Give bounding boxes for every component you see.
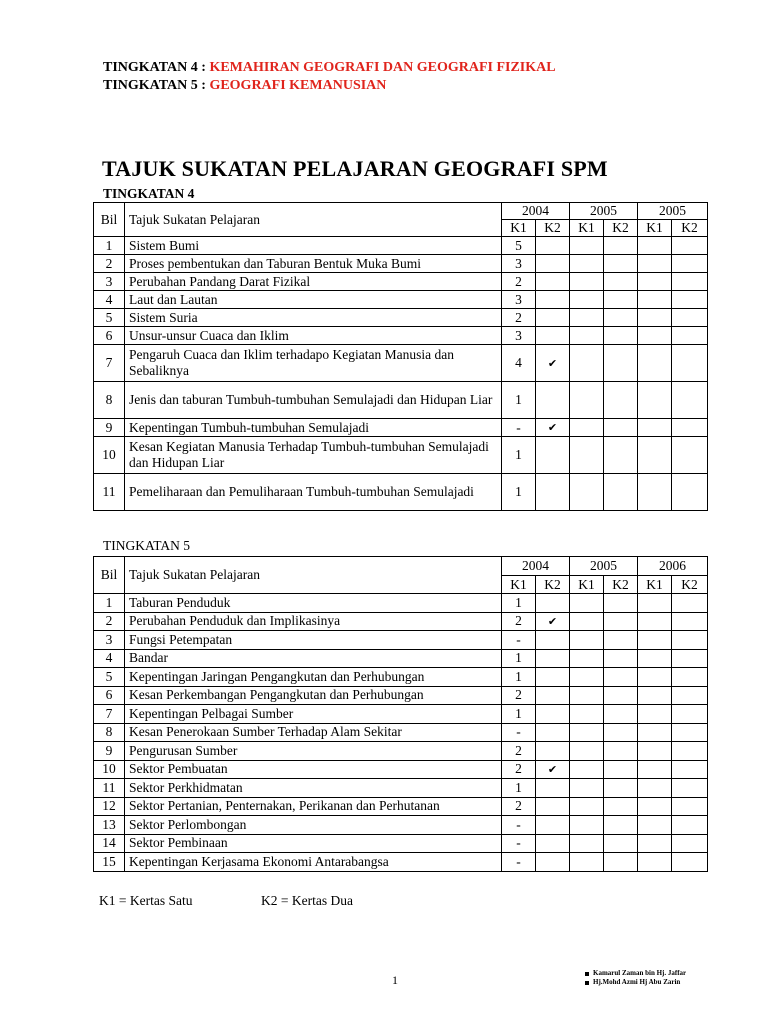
empty-cell xyxy=(672,594,708,613)
empty-cell xyxy=(604,686,638,705)
header-k1: K1 xyxy=(570,576,604,594)
header-k2: K2 xyxy=(536,220,570,237)
k1-cell: 3 xyxy=(502,291,536,309)
k1-cell: 2 xyxy=(502,273,536,291)
header-tajuk: Tajuk Sukatan Pelajaran xyxy=(125,203,502,237)
bil-cell: 3 xyxy=(94,631,125,650)
bil-cell: 10 xyxy=(94,437,125,474)
tajuk-cell: Sektor Pertanian, Penternakan, Perikanan dan Perhutanan xyxy=(125,797,502,816)
empty-cell xyxy=(570,237,604,255)
empty-cell xyxy=(638,631,672,650)
k1-cell: 3 xyxy=(502,327,536,345)
header-k1: K1 xyxy=(638,220,672,237)
table-row xyxy=(94,419,708,437)
table-row xyxy=(94,816,708,835)
table-body xyxy=(94,557,708,872)
header-k1: K1 xyxy=(502,576,536,594)
legend-k1: K1 = Kertas Satu xyxy=(99,893,193,908)
empty-cell xyxy=(672,437,708,474)
bil-cell: 1 xyxy=(94,594,125,613)
empty-cell xyxy=(604,419,638,437)
table-row xyxy=(94,345,708,382)
header-value-tingkatan-5: GEOGRAFI KEMANUSIAN xyxy=(209,78,387,93)
empty-cell xyxy=(672,631,708,650)
empty-cell xyxy=(604,345,638,382)
empty-cell xyxy=(672,474,708,511)
empty-cell xyxy=(570,797,604,816)
k1-cell: - xyxy=(502,631,536,650)
table-row xyxy=(94,649,708,668)
empty-cell xyxy=(570,779,604,798)
empty-cell xyxy=(604,437,638,474)
header-value-tingkatan-4: KEMAHIRAN GEOGRAFI DAN GEOGRAFI FIZIKAL xyxy=(209,60,556,75)
header-tajuk: Tajuk Sukatan Pelajaran xyxy=(125,557,502,594)
tajuk-cell: Pengaruh Cuaca dan Iklim terhadapo Kegiatan Manusia dan Sebaliknya xyxy=(125,345,502,382)
tajuk-cell: Proses pembentukan dan Taburan Bentuk Muka Bumi xyxy=(125,255,502,273)
tajuk-cell: Sektor Perlombongan xyxy=(125,816,502,835)
empty-cell xyxy=(638,345,672,382)
empty-cell xyxy=(570,723,604,742)
header-k2: K2 xyxy=(536,576,570,594)
section-heading-tingkatan-4: TINGKATAN 4 xyxy=(103,186,195,201)
k1-cell: 1 xyxy=(502,705,536,724)
empty-cell xyxy=(672,382,708,419)
tajuk-cell: Pemeliharaan dan Pemuliharaan Tumbuh-tumbuhan Semulajadi xyxy=(125,474,502,511)
empty-cell xyxy=(638,723,672,742)
tajuk-cell: Sistem Bumi xyxy=(125,237,502,255)
empty-cell xyxy=(638,437,672,474)
k2-cell xyxy=(536,779,570,798)
empty-cell xyxy=(672,742,708,761)
header-line-1 xyxy=(103,59,556,76)
empty-cell xyxy=(604,760,638,779)
empty-cell xyxy=(638,255,672,273)
empty-cell xyxy=(570,345,604,382)
empty-cell xyxy=(570,437,604,474)
legend-k2: K2 = Kertas Dua xyxy=(261,893,353,908)
empty-cell xyxy=(604,309,638,327)
k2-cell xyxy=(536,797,570,816)
legend xyxy=(99,893,353,909)
empty-cell xyxy=(672,760,708,779)
table-row xyxy=(94,834,708,853)
empty-cell xyxy=(604,742,638,761)
empty-cell xyxy=(570,834,604,853)
empty-cell xyxy=(638,834,672,853)
k1-cell: 1 xyxy=(502,437,536,474)
tajuk-cell: Unsur-unsur Cuaca dan Iklim xyxy=(125,327,502,345)
bil-cell: 4 xyxy=(94,649,125,668)
header-label-tingkatan-5: TINGKATAN 5 : xyxy=(103,78,206,93)
empty-cell xyxy=(604,705,638,724)
k1-cell: - xyxy=(502,834,536,853)
table-row xyxy=(94,237,708,255)
empty-cell xyxy=(638,382,672,419)
empty-cell xyxy=(638,237,672,255)
empty-cell xyxy=(604,291,638,309)
tajuk-cell: Bandar xyxy=(125,649,502,668)
empty-cell xyxy=(638,797,672,816)
table-body xyxy=(94,203,708,511)
empty-cell xyxy=(604,723,638,742)
section-heading-tingkatan-5: TINGKATAN 5 xyxy=(103,538,191,553)
empty-cell xyxy=(570,631,604,650)
empty-cell xyxy=(570,327,604,345)
k1-cell: 1 xyxy=(502,382,536,419)
k1-cell: 5 xyxy=(502,237,536,255)
header-bil: Bil xyxy=(94,557,125,594)
bil-cell: 3 xyxy=(94,273,125,291)
k2-cell: ✔ xyxy=(536,612,570,631)
k1-cell: - xyxy=(502,419,536,437)
k2-cell xyxy=(536,382,570,419)
bil-cell: 6 xyxy=(94,327,125,345)
empty-cell xyxy=(570,291,604,309)
table-row xyxy=(94,273,708,291)
tajuk-cell: Kesan Penerokaan Sumber Terhadap Alam Sekitar xyxy=(125,723,502,742)
empty-cell xyxy=(638,327,672,345)
bil-cell: 12 xyxy=(94,797,125,816)
empty-cell xyxy=(638,760,672,779)
header-year: 2005 xyxy=(638,203,708,220)
empty-cell xyxy=(570,309,604,327)
header-year: 2004 xyxy=(502,203,570,220)
bil-cell: 8 xyxy=(94,382,125,419)
credit-line-2: Hj.Mohd Azmi Hj Abu Zarin xyxy=(593,978,681,986)
header-label-tingkatan-4: TINGKATAN 4 : xyxy=(103,60,206,75)
table-row xyxy=(94,631,708,650)
empty-cell xyxy=(604,594,638,613)
empty-cell xyxy=(672,237,708,255)
k1-cell: - xyxy=(502,723,536,742)
header-k2: K2 xyxy=(672,220,708,237)
bil-cell: 10 xyxy=(94,760,125,779)
empty-cell xyxy=(672,291,708,309)
k1-cell: - xyxy=(502,853,536,872)
table-row xyxy=(94,705,708,724)
empty-cell xyxy=(570,686,604,705)
header-k1: K1 xyxy=(502,220,536,237)
header-year: 2005 xyxy=(570,557,638,576)
k2-cell xyxy=(536,631,570,650)
empty-cell xyxy=(638,668,672,687)
empty-cell xyxy=(672,345,708,382)
table-row xyxy=(94,474,708,511)
empty-cell xyxy=(638,686,672,705)
tajuk-cell: Perubahan Pandang Darat Fizikal xyxy=(125,273,502,291)
empty-cell xyxy=(570,742,604,761)
empty-cell xyxy=(604,834,638,853)
k1-cell: 3 xyxy=(502,255,536,273)
empty-cell xyxy=(570,474,604,511)
k2-cell: ✔ xyxy=(536,760,570,779)
k2-cell xyxy=(536,309,570,327)
k2-cell xyxy=(536,327,570,345)
table-row xyxy=(94,742,708,761)
empty-cell xyxy=(672,816,708,835)
empty-cell xyxy=(638,612,672,631)
empty-cell xyxy=(570,612,604,631)
tajuk-cell: Laut dan Lautan xyxy=(125,291,502,309)
k1-cell: 2 xyxy=(502,797,536,816)
table-row xyxy=(94,760,708,779)
tajuk-cell: Perubahan Penduduk dan Implikasinya xyxy=(125,612,502,631)
table-row xyxy=(94,309,708,327)
table-row xyxy=(94,612,708,631)
table-row xyxy=(94,594,708,613)
empty-cell xyxy=(672,705,708,724)
header-k1: K1 xyxy=(570,220,604,237)
empty-cell xyxy=(672,668,708,687)
table-row xyxy=(94,291,708,309)
empty-cell xyxy=(570,419,604,437)
header-year: 2005 xyxy=(570,203,638,220)
empty-cell xyxy=(672,327,708,345)
header-line-2 xyxy=(103,77,386,94)
empty-cell xyxy=(604,237,638,255)
table-row xyxy=(94,853,708,872)
k2-cell xyxy=(536,816,570,835)
empty-cell xyxy=(570,668,604,687)
empty-cell xyxy=(672,612,708,631)
empty-cell xyxy=(638,273,672,291)
k1-cell: 2 xyxy=(502,612,536,631)
tajuk-cell: Fungsi Petempatan xyxy=(125,631,502,650)
empty-cell xyxy=(672,779,708,798)
tajuk-cell: Taburan Penduduk xyxy=(125,594,502,613)
bil-cell: 1 xyxy=(94,237,125,255)
empty-cell xyxy=(570,705,604,724)
empty-cell xyxy=(570,760,604,779)
empty-cell xyxy=(604,631,638,650)
empty-cell xyxy=(604,779,638,798)
empty-cell xyxy=(570,255,604,273)
bil-cell: 15 xyxy=(94,853,125,872)
tajuk-cell: Kesan Kegiatan Manusia Terhadap Tumbuh-tumbuhan Semulajadi dan Hidupan Liar xyxy=(125,437,502,474)
k2-cell xyxy=(536,742,570,761)
empty-cell xyxy=(672,723,708,742)
k2-cell xyxy=(536,594,570,613)
k1-cell: 1 xyxy=(502,668,536,687)
empty-cell xyxy=(638,779,672,798)
empty-cell xyxy=(638,419,672,437)
bullet-icon xyxy=(585,981,589,985)
empty-cell xyxy=(672,255,708,273)
tajuk-cell: Kepentingan Jaringan Pengangkutan dan Perhubungan xyxy=(125,668,502,687)
bil-cell: 9 xyxy=(94,419,125,437)
bil-cell: 7 xyxy=(94,345,125,382)
header-k2: K2 xyxy=(604,576,638,594)
k1-cell: 1 xyxy=(502,779,536,798)
k2-cell xyxy=(536,723,570,742)
bil-cell: 6 xyxy=(94,686,125,705)
empty-cell xyxy=(672,419,708,437)
empty-cell xyxy=(570,649,604,668)
empty-cell xyxy=(672,834,708,853)
header-k2: K2 xyxy=(672,576,708,594)
syllabus-table-tingkatan-4 xyxy=(93,202,708,511)
k2-cell xyxy=(536,649,570,668)
k1-cell: 2 xyxy=(502,686,536,705)
table-row xyxy=(94,382,708,419)
k2-cell xyxy=(536,273,570,291)
empty-cell xyxy=(604,649,638,668)
tajuk-cell: Sektor Pembinaan xyxy=(125,834,502,853)
table-row xyxy=(94,668,708,687)
k2-cell xyxy=(536,291,570,309)
header-year: 2006 xyxy=(638,557,708,576)
table-row xyxy=(94,437,708,474)
table-row xyxy=(94,797,708,816)
empty-cell xyxy=(604,474,638,511)
empty-cell xyxy=(604,797,638,816)
empty-cell xyxy=(604,255,638,273)
k2-cell xyxy=(536,668,570,687)
k2-cell xyxy=(536,705,570,724)
bil-cell: 14 xyxy=(94,834,125,853)
empty-cell xyxy=(672,309,708,327)
empty-cell xyxy=(638,816,672,835)
empty-cell xyxy=(570,382,604,419)
bil-cell: 7 xyxy=(94,705,125,724)
k2-cell xyxy=(536,474,570,511)
tajuk-cell: Jenis dan taburan Tumbuh-tumbuhan Semulajadi dan Hidupan Liar xyxy=(125,382,502,419)
empty-cell xyxy=(638,853,672,872)
empty-cell xyxy=(672,797,708,816)
empty-cell xyxy=(638,291,672,309)
table-row xyxy=(94,255,708,273)
k1-cell: 1 xyxy=(502,594,536,613)
tajuk-cell: Sistem Suria xyxy=(125,309,502,327)
k1-cell: - xyxy=(502,816,536,835)
bil-cell: 11 xyxy=(94,474,125,511)
empty-cell xyxy=(604,668,638,687)
bil-cell: 5 xyxy=(94,668,125,687)
empty-cell xyxy=(638,742,672,761)
k1-cell: 2 xyxy=(502,742,536,761)
table-row xyxy=(94,686,708,705)
page-title: TAJUK SUKATAN PELAJARAN GEOGRAFI SPM xyxy=(102,156,608,181)
table-row xyxy=(94,327,708,345)
k1-cell: 1 xyxy=(502,474,536,511)
k2-cell xyxy=(536,686,570,705)
tajuk-cell: Sektor Perkhidmatan xyxy=(125,779,502,798)
author-credits xyxy=(585,969,686,987)
empty-cell xyxy=(604,816,638,835)
k2-cell xyxy=(536,437,570,474)
table-row xyxy=(94,723,708,742)
empty-cell xyxy=(672,273,708,291)
k1-cell: 1 xyxy=(502,649,536,668)
empty-cell xyxy=(672,649,708,668)
empty-cell xyxy=(638,705,672,724)
bil-cell: 4 xyxy=(94,291,125,309)
header-k1: K1 xyxy=(638,576,672,594)
tajuk-cell: Kepentingan Kerjasama Ekonomi Antarabangsa xyxy=(125,853,502,872)
empty-cell xyxy=(570,273,604,291)
k2-cell: ✔ xyxy=(536,345,570,382)
k2-cell xyxy=(536,853,570,872)
bil-cell: 8 xyxy=(94,723,125,742)
empty-cell xyxy=(638,594,672,613)
table-row xyxy=(94,779,708,798)
empty-cell xyxy=(638,649,672,668)
k2-cell: ✔ xyxy=(536,419,570,437)
empty-cell xyxy=(604,382,638,419)
empty-cell xyxy=(672,853,708,872)
bil-cell: 2 xyxy=(94,612,125,631)
header-k2: K2 xyxy=(604,220,638,237)
tajuk-cell: Pengurusan Sumber xyxy=(125,742,502,761)
k1-cell: 2 xyxy=(502,760,536,779)
empty-cell xyxy=(638,309,672,327)
empty-cell xyxy=(604,853,638,872)
bil-cell: 13 xyxy=(94,816,125,835)
k2-cell xyxy=(536,237,570,255)
k2-cell xyxy=(536,834,570,853)
k1-cell: 4 xyxy=(502,345,536,382)
tajuk-cell: Sektor Pembuatan xyxy=(125,760,502,779)
tajuk-cell: Kepentingan Tumbuh-tumbuhan Semulajadi xyxy=(125,419,502,437)
header-year: 2004 xyxy=(502,557,570,576)
empty-cell xyxy=(638,474,672,511)
tajuk-cell: Kesan Perkembangan Pengangkutan dan Perhubungan xyxy=(125,686,502,705)
empty-cell xyxy=(604,327,638,345)
k1-cell: 2 xyxy=(502,309,536,327)
bil-cell: 5 xyxy=(94,309,125,327)
syllabus-table-tingkatan-5 xyxy=(93,556,708,872)
empty-cell xyxy=(604,273,638,291)
empty-cell xyxy=(570,594,604,613)
credit-line-1: Kamarul Zaman bin Hj. Jaffar xyxy=(593,969,687,977)
bullet-icon xyxy=(585,972,589,976)
empty-cell xyxy=(570,816,604,835)
k2-cell xyxy=(536,255,570,273)
bil-cell: 11 xyxy=(94,779,125,798)
bil-cell: 9 xyxy=(94,742,125,761)
page-number: 1 xyxy=(392,973,398,987)
tajuk-cell: Kepentingan Pelbagai Sumber xyxy=(125,705,502,724)
empty-cell xyxy=(604,612,638,631)
empty-cell xyxy=(672,686,708,705)
header-bil: Bil xyxy=(94,203,125,237)
bil-cell: 2 xyxy=(94,255,125,273)
empty-cell xyxy=(570,853,604,872)
